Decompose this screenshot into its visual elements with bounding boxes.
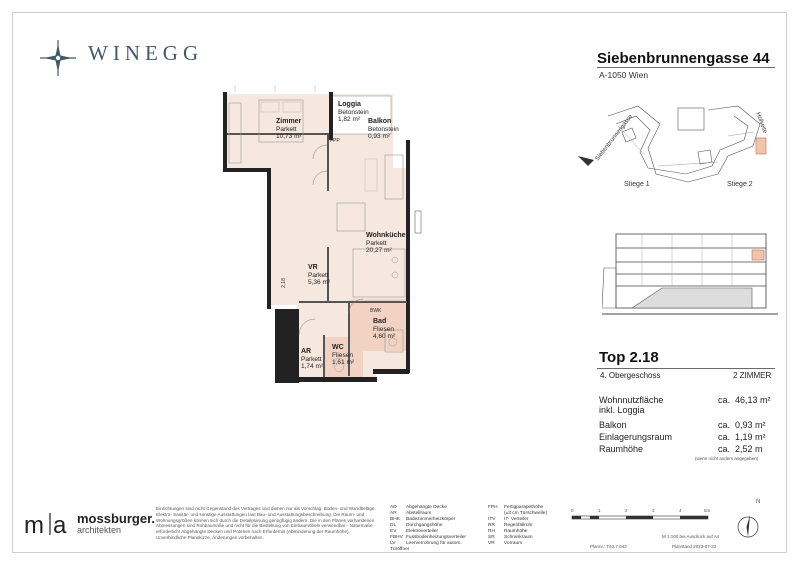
room-vr [308,264,330,287]
legend-key: DL [390,523,397,528]
floor-plan [215,85,445,385]
fpp-label: FPP [330,138,340,144]
room-name: Zimmer [276,118,302,125]
room-area: 1,74 m² [301,363,324,370]
architect-name: mossburger. [77,511,156,526]
scale-tick-4: 4 [679,508,682,513]
bwk-label: BWK [370,308,382,314]
row-ca: ca. [718,432,731,442]
room-floor: Fliesen [332,351,353,359]
north-label: N [756,499,761,505]
scale-tick-5: 5m [704,508,711,513]
row-label: Wohnnutzfläche [599,395,664,405]
legend-key: EV [390,529,397,534]
address: A-1050 Wien [599,70,649,80]
legend-key: ITV [488,517,496,522]
scale-tick-2: 2 [625,508,628,513]
unit-rooms: 2 ZIMMER [733,371,772,380]
room-name: WC [332,344,344,351]
legend-value: Elektroverteiler [406,529,438,534]
legend-key: FBHV [390,535,403,540]
room-balkon [368,118,399,141]
site-arrow-icon [578,156,594,166]
title-divider [597,67,775,68]
legend-row [488,541,558,547]
unit-row-balkon [599,420,775,430]
room-area: 1,61 m² [332,359,355,366]
legend-key: VR [488,541,495,546]
legend-value: Fertigparapethöhe [504,505,544,510]
legend-value: IT- Verteiler [504,517,529,522]
legend-value: Durchgangshöhe [406,523,443,528]
scale-tick-3: 3 [652,508,655,513]
room-name: Wohnküche [366,232,406,239]
legend-b [488,505,558,547]
room-wohnkueche [366,232,406,255]
legend-value: Badezimmerheizkörper [406,517,456,522]
row-ca: ca. [718,444,731,454]
row-label: Einlagerungsraum [599,432,673,442]
room-name: Loggia [338,101,361,108]
unit-divider [597,368,775,369]
row-ca: ca. [718,395,731,405]
compass-star-icon [38,38,78,78]
legend-value: Leerverrohrung für autom. Türöffner [390,541,462,552]
room-name: Balkon [368,118,392,125]
legend-key: AR [390,511,397,516]
architect-logo [24,511,74,537]
disclaimer: Einrichtungen sind nicht Gegenstand des Vertrages und dienen nur als Vorschlag. Boden- und Wandbeläge, Elektro- Sanitär- und sonstige Ausstattungen laut Bau- und Ausstattungsbeschreibung. Die Raum- und Wohnungsgrößen können sich durch die Detailplanung geringfügig ändern. Die in den Plänen vorhandenen Abmessungen sind Rohbaumaße und nicht für die Bestellung von Einbaumöbeln verwendbar - Naturmaße erforderlich! Abgehängte Decken und Poterien nach Erfordernis (Abminderung der Raumhöhe). Unverbindliche Planskizze, Änderungen vorbehalten. [156,506,376,540]
legend-key: FPH [488,505,498,510]
unit-floor: 4. Obergeschoss [600,371,661,380]
scale-tick-0: 0 [571,508,574,513]
unit-location-marker [756,138,766,154]
room-area: 10,73 m² [276,133,302,140]
legend-a [390,505,480,553]
row-value: 0,93 m² [735,420,766,430]
stiege-2-label: Stiege 2 [727,181,753,188]
height-label: 2,18 [280,278,287,288]
legend-row [390,541,480,553]
room-zimmer [276,118,302,141]
row-value: 1,19 m² [735,432,766,442]
svg-text:a: a [53,512,67,537]
legend-key: LV [390,541,396,546]
room-floor: Parkett [308,271,329,279]
room-ar [301,348,323,371]
scale-tick-1: 1 [598,508,601,513]
row-value: 2,52 m [735,444,763,454]
room-floor: Parkett [366,239,387,247]
legend-value: Vorraum [504,541,523,546]
legend-value: Regenfallrohr [504,523,533,528]
row-value: 46,13 m² [735,395,771,405]
legend-value: (±3 cm Türschwelle) [504,511,548,516]
room-floor: Parkett [276,125,297,133]
room-name: Bad [373,318,387,325]
north-arrow-icon [735,505,761,541]
brand-name: WINEGG [88,41,204,65]
legend-key: RR [488,523,495,528]
architect-subtitle: architekten [77,525,122,535]
plan-number: Plannr.: T63.7.043 [590,544,627,549]
legend-key: AD [390,505,397,510]
room-loggia [338,101,369,124]
unit-row-einlagerung [599,432,775,442]
room-area: 5,36 m² [308,279,331,286]
scale-bar [568,508,718,524]
room-area: 0,93 m² [368,133,391,140]
room-name: VR [308,264,318,271]
unit-row-wnf [599,395,775,415]
plan-date: Planstand 2023-07-22 [672,544,717,549]
legend-key: BHK [390,517,400,522]
legend-value: Raumhöhe [504,529,528,534]
room-area: 4,60 m² [373,333,396,340]
row-label: Raumhöhe [599,444,644,454]
site-yard-label: Hofseite [754,111,768,135]
room-floor: Betonstein [338,108,369,116]
brand-logo [38,38,78,78]
legend-value: Fussbodenheizungsverteiler [406,535,466,540]
room-bad [373,318,395,341]
page-title: Siebenbrunnengasse 44 [597,50,770,67]
unit-note: (wenn nicht anders angegeben) [695,456,759,461]
legend-value: Schrankraum [504,535,533,540]
site-street-label: Siebenbrunnengasse [594,113,635,163]
section-drawing [602,228,778,320]
row-ca: ca. [718,420,731,430]
svg-text:m: m [24,512,44,537]
room-floor: Betonstein [368,125,399,133]
row-label-2: inkl. Loggia [599,405,645,415]
room-name: AR [301,348,312,355]
legend-key: RH [488,529,495,534]
room-wc [332,344,354,367]
row-label: Balkon [599,420,627,430]
room-area: 20,27 m² [366,247,392,254]
legend-value: Abstellraum [406,511,432,516]
stiege-1-label: Stiege 1 [624,181,650,188]
unit-row-raumhoehe [599,444,775,454]
unit-title: Top 2.18 [599,349,659,366]
legend-value: Abgehängte Decke [406,505,447,510]
unit-section-marker [752,250,764,260]
scale-note: M 1:100 bei Ausdruck auf A4 [662,534,720,539]
legend-key: SR [488,535,495,540]
room-area: 1,82 m² [338,116,361,123]
room-floor: Fliesen [373,325,394,333]
room-floor: Parkett [301,355,322,363]
